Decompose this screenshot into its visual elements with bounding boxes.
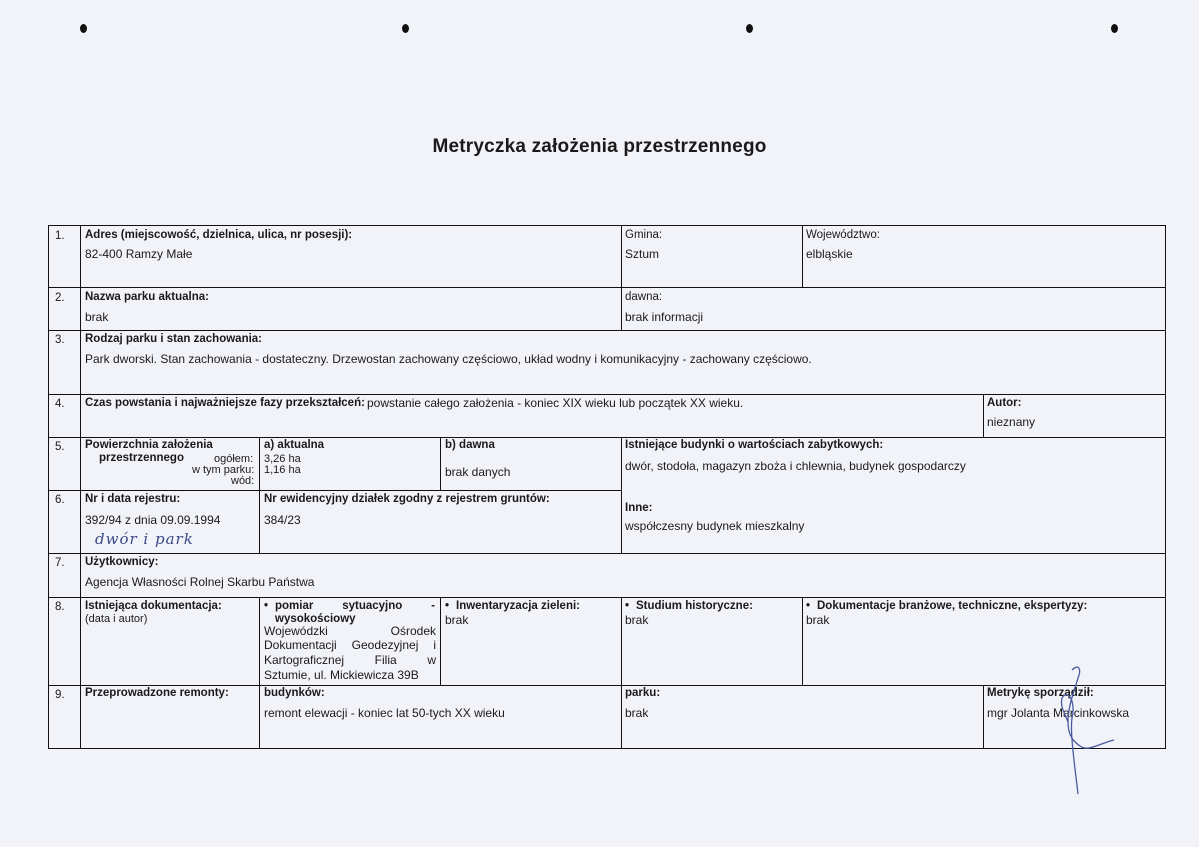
park-name-label: Nazwa parku aktualna: [85, 291, 209, 303]
park-type-value: Park dworski. Stan zachowania - dostateczny. Drzewostan zachowany częściowo, układ wodny i komunikacyjny - zachowany częściowo. [85, 352, 812, 366]
address-value: 82-400 Ramzy Małe [85, 247, 193, 261]
col-divider [621, 226, 622, 330]
park-repairs-label: parku: [625, 687, 661, 699]
technical-docs-value: brak [806, 613, 830, 627]
bullet: • [625, 600, 630, 612]
survey-text: Sztumie, ul. Mickiewicza 39B [264, 668, 419, 682]
survey-label-cont: wysokościowy [275, 613, 356, 625]
greenery-value: brak [445, 613, 469, 627]
technical-docs-label: Dokumentacje branżowe, techniczne, ekspertyzy: [817, 600, 1088, 612]
handwritten-signature [1038, 662, 1118, 802]
col-divider [259, 597, 260, 748]
users-label: Użytkownicy: [85, 556, 159, 568]
park-area-label: w tym parku: [192, 464, 255, 476]
former-name-value: brak informacji [625, 310, 704, 324]
row-number: 4. [55, 398, 65, 410]
col-divider [621, 437, 622, 553]
bullet: • [264, 600, 269, 612]
bullet: • [445, 600, 450, 612]
gmina-value: Sztum [625, 247, 660, 261]
users-value: Agencja Własności Rolnej Skarbu Państwa [85, 575, 315, 589]
repairs-label: Przeprowadzone remonty: [85, 687, 229, 699]
phases-label: Czas powstania i najważniejsze fazy przekształceń: [85, 397, 365, 409]
col-divider [259, 437, 260, 553]
author-label: Autor: [987, 397, 1022, 409]
survey-text: Kartograficznej Filia w [264, 653, 436, 667]
other-value: współczesny budynek mieszkalny [625, 519, 805, 533]
row-divider [49, 685, 1165, 686]
author-value: nieznany [987, 415, 1036, 429]
greenery-label: Inwentaryzacja zieleni: [456, 600, 580, 612]
row-number: 5. [55, 441, 65, 453]
row-divider [49, 287, 1165, 288]
address-label: Adres (miejscowość, dzielnica, ulica, nr posesji): [85, 229, 353, 241]
survey-label [275, 600, 435, 613]
phases-value: powstanie całego założenia - koniec XIX wieku lub początek XX wieku. [367, 396, 744, 410]
row-divider [49, 330, 1165, 331]
row-number: 9. [55, 689, 65, 701]
gmina-label: Gmina: [625, 229, 663, 241]
page-title: Metryczka założenia przestrzennego [432, 136, 767, 157]
col-divider [983, 394, 984, 437]
col-divider [80, 226, 81, 748]
plots-value: 384/23 [264, 513, 301, 527]
col-divider [802, 597, 803, 685]
voivodeship-label: Województwo: [806, 229, 880, 241]
punch-hole [80, 24, 87, 33]
row-number: 1. [55, 230, 65, 242]
col-divider [802, 226, 803, 287]
row-divider [49, 490, 621, 491]
other-label: Inne: [625, 502, 653, 514]
punch-hole [402, 24, 409, 33]
current-total: 3,26 ha [264, 453, 301, 465]
record-table [48, 225, 1166, 749]
row-number: 6. [55, 494, 65, 506]
row-divider [49, 553, 1165, 554]
voivodeship-value: elbląskie [806, 247, 853, 261]
col-divider [440, 437, 441, 490]
col-divider [621, 597, 622, 748]
total-label: ogółem: [214, 453, 254, 465]
former-name-label: dawna: [625, 291, 663, 303]
buildings-value: dwór, stodoła, magazyn zboża i chlewnia, budynek gospodarczy [625, 459, 966, 473]
row-number: 8. [55, 601, 65, 613]
filled-by-value: mgr Jolanta Marcinkowska [987, 706, 1130, 720]
docs-label: Istniejąca dokumentacja: [85, 600, 222, 612]
register-value: 392/94 z dnia 09.09.1994 [85, 513, 221, 527]
row-number: 3. [55, 334, 65, 346]
current-park: 1,16 ha [264, 464, 301, 476]
park-name-value: brak [85, 310, 109, 324]
row-number: 2. [55, 292, 65, 304]
history-label: Studium historyczne: [636, 600, 753, 612]
former-area-label: b) dawna [445, 439, 495, 451]
punch-hole [1111, 24, 1118, 33]
row-divider [49, 394, 1165, 395]
former-area-value: brak danych [445, 465, 511, 479]
handwritten-note: dwór i park [95, 530, 194, 548]
water-label: wód: [231, 475, 255, 487]
row-number: 7. [55, 557, 65, 569]
buildings-label: Istniejące budynki o wartościach zabytkowych: [625, 439, 884, 451]
park-type-label: Rodzaj parku i stan zachowania: [85, 333, 263, 345]
area-label: Powierzchnia założenia [85, 439, 213, 451]
history-value: brak [625, 613, 649, 627]
park-repairs-value: brak [625, 706, 649, 720]
plots-label: Nr ewidencyjny działek zgodny z rejestrem gruntów: [264, 493, 550, 505]
area-label: przestrzennego [99, 452, 184, 464]
survey-text: Dokumentacji Geodezyjnej i [264, 638, 436, 652]
punch-hole [746, 24, 753, 33]
filled-by-label: Metrykę sporządził: [987, 687, 1094, 699]
survey-label-line: pomiar sytuacyjno - [275, 600, 435, 612]
col-divider [983, 685, 984, 748]
row-divider [49, 597, 1165, 598]
bullet: • [806, 600, 811, 612]
current-area-label: a) aktualna [264, 439, 325, 451]
register-label: Nr i data rejestru: [85, 493, 181, 505]
col-divider [440, 597, 441, 685]
survey-text: Wojewódzki Ośrodek [264, 624, 436, 638]
docs-sublabel: (data i autor) [85, 613, 148, 625]
building-repairs-label: budynków: [264, 687, 325, 699]
building-repairs-value: remont elewacji - koniec lat 50-tych XX wieku [264, 706, 505, 720]
row-divider [49, 437, 1165, 438]
